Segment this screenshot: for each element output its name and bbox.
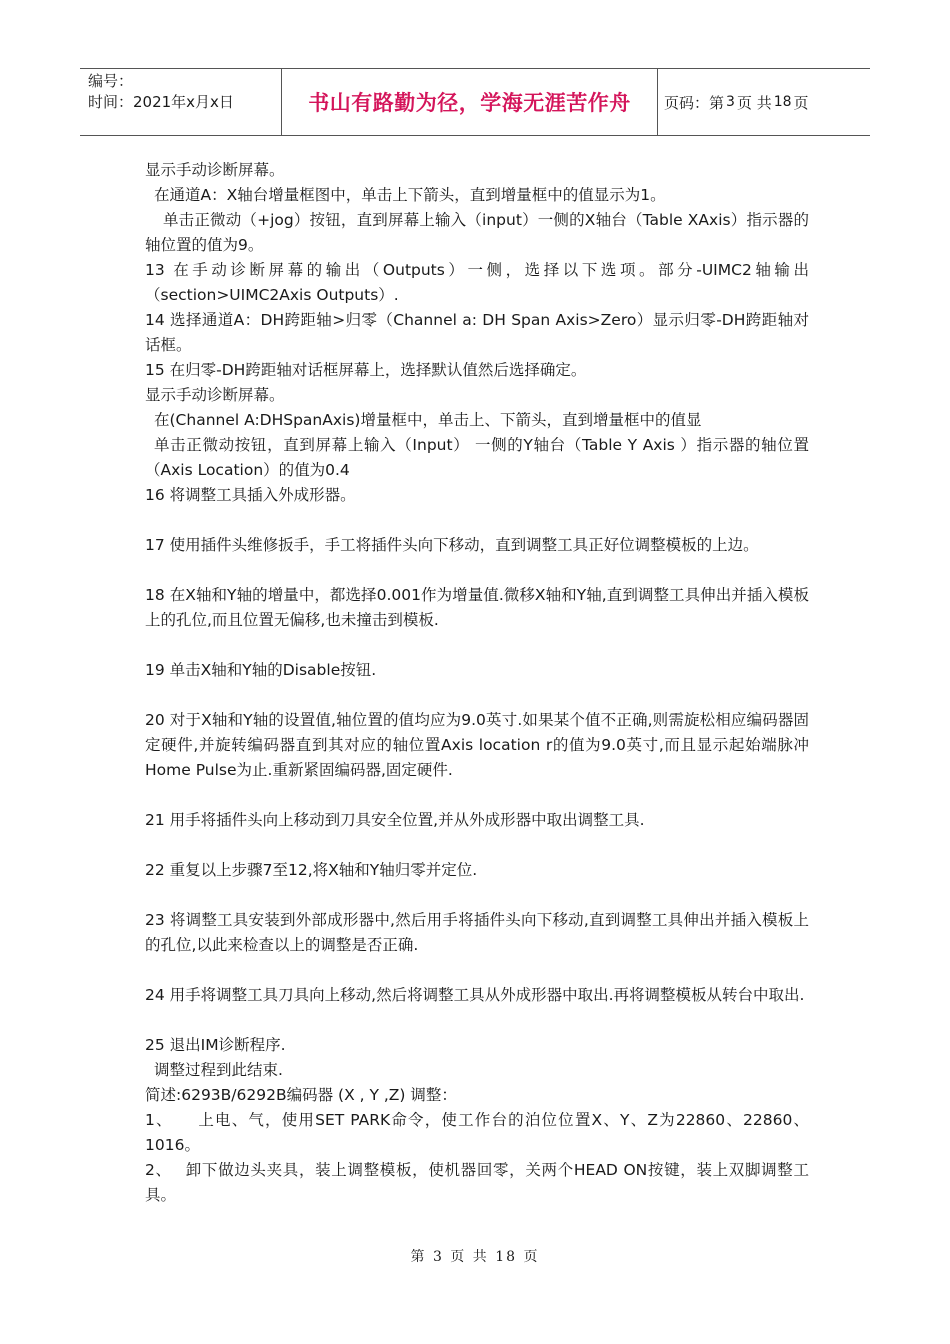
paragraph: 21 用手将插件头向上移动到刀具安全位置,并从外成形器中取出调整工具.	[145, 811, 645, 829]
paragraph: 单击正微动按钮，直到屏幕上输入（Input） 一侧的Y轴台（Table Y Axis ）指示器的轴位置（Axis Location）的值为0.4	[145, 436, 809, 479]
paragraph: 在通道A：X轴台增量框图中，单击上下箭头，直到增量框中的值显示为1。	[154, 186, 666, 204]
page-mid: 页 共	[736, 93, 772, 112]
header-meta	[80, 69, 282, 135]
document-body	[145, 158, 809, 1208]
paragraph: 显示手动诊断屏幕。	[145, 161, 285, 179]
paragraph: 22 重复以上步骤7至12,将X轴和Y轴归零并定位.	[145, 861, 478, 879]
spacer	[145, 958, 809, 983]
page-current: 3	[726, 94, 735, 110]
paragraph: 19 单击X轴和Y轴的Disable按钮.	[145, 661, 377, 679]
spacer	[145, 883, 809, 908]
document-date: 时间：2021年x月x日	[88, 93, 234, 111]
paragraph: 17 使用插件头维修扳手，手工将插件头向下移动，直到调整工具正好位调整模板的上边。	[145, 536, 759, 554]
paragraph: 16 将调整工具插入外成形器。	[145, 486, 356, 504]
spacer	[145, 833, 809, 858]
paragraph: 15 在归零-DH跨距轴对话框屏幕上，选择默认值然后选择确定。	[145, 361, 587, 379]
paragraph: 20 对于X轴和Y轴的设置值,轴位置的值均应为9.0英寸.如果某个值不正确,则需旋松相应编码器固定硬件,并旋转编码器直到其对应的轴位置Axis location r的值为9.0英寸,而且显示起始端脉冲Home Pulse为止.重新紧固编码器,固定硬件.	[145, 711, 809, 779]
paragraph: 调整过程到此结束.	[154, 1061, 283, 1079]
spacer	[145, 508, 809, 533]
paragraph: 显示手动诊断屏幕。	[145, 386, 285, 404]
page-prefix: 页码：第	[664, 93, 725, 112]
spacer	[145, 783, 809, 808]
paragraph: 2、 卸下做边头夹具，装上调整模板，使机器回零，关两个HEAD ON按键，装上双脚调整工具。	[145, 1161, 809, 1204]
paragraph: 25 退出IM诊断程序.	[145, 1036, 286, 1054]
spacer	[145, 558, 809, 583]
paragraph: 14 选择通道A：DH跨距轴>归零（Channel a: DH Span Axis>Zero）显示归零-DH跨距轴对话框。	[145, 311, 809, 354]
spacer	[145, 1008, 809, 1033]
page-total: 18	[773, 94, 792, 110]
paragraph: 1、 上电、气，使用SET PARK命令，使工作台的泊位位置X、Y、Z为22860、22860、1016。	[145, 1111, 809, 1154]
paragraph: 简述:6293B/6292B编码器 (X , Y ,Z) 调整：	[145, 1086, 457, 1104]
header-motto	[282, 69, 658, 135]
paragraph: 在(Channel A:DHSpanAxis)增量框中，单击上、下箭头，直到增量框中的值显	[154, 411, 702, 429]
page-suffix: 页	[793, 93, 809, 112]
motto-text: 书山有路勤为径，学海无涯苦作舟	[308, 90, 631, 115]
paragraph: 18 在X轴和Y轴的增量中，都选择0.001作为增量值.微移X轴和Y轴,直到调整工具伸出并插入模板上的孔位,而且位置无偏移,也未撞击到模板.	[145, 586, 809, 629]
paragraph: 24 用手将调整工具刀具向上移动,然后将调整工具从外成形器中取出.再将调整模板从转台中取出.	[145, 986, 805, 1004]
spacer	[145, 683, 809, 708]
page-footer: 第 3 页 共 18 页	[410, 1249, 540, 1265]
paragraph: 23 将调整工具安装到外部成形器中,然后用手将插件头向下移动,直到调整工具伸出并插入模板上的孔位,以此来检查以上的调整是否正确.	[145, 911, 809, 954]
spacer	[145, 633, 809, 658]
paragraph: 单击正微动（+jog）按钮，直到屏幕上输入（input）一侧的X轴台（Table XAxis）指示器的轴位置的值为9。	[145, 211, 809, 254]
header-page-number	[658, 69, 870, 135]
page-header	[80, 68, 870, 136]
document-code-label: 编号：	[88, 72, 134, 90]
paragraph: 13 在手动诊断屏幕的输出（Outputs）一侧，选择以下选项。部分-UIMC2轴输出（section>UIMC2Axis Outputs）.	[145, 261, 809, 304]
